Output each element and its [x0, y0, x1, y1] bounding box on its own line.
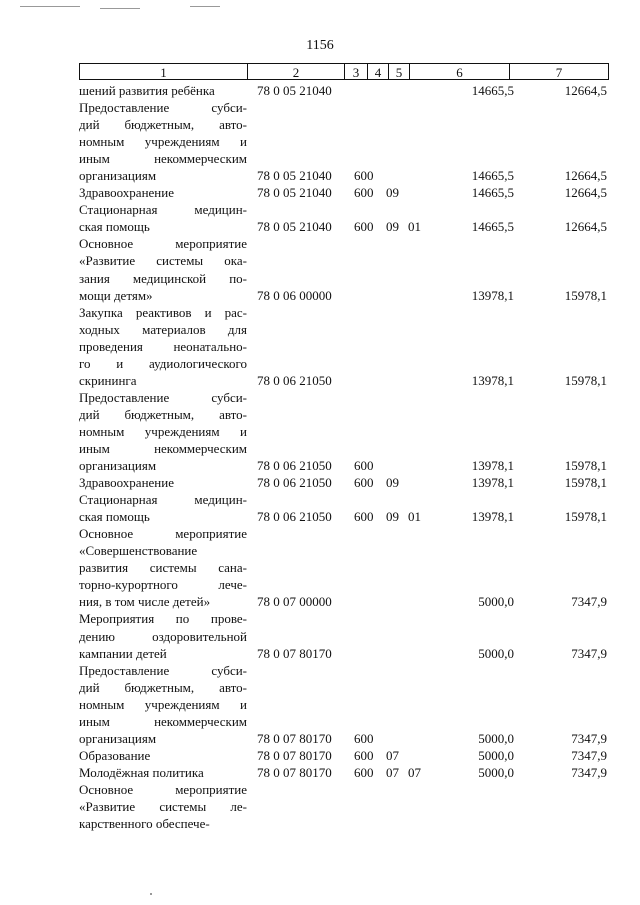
- table-row: [79, 525, 609, 610]
- row-name-line: ния, в том числе детей»: [79, 594, 211, 610]
- row-name-line: дий бюджетным, авто-: [79, 679, 247, 695]
- row-name-line: «Развитие системы ле-: [79, 798, 247, 814]
- row-name-line: Мероприятия по прове-: [79, 611, 247, 627]
- row-name-line: Стационарная медицин-: [79, 492, 247, 508]
- header-col-4: 4: [367, 63, 389, 80]
- row-name-line: скрининга: [79, 372, 137, 388]
- table-row: [79, 82, 609, 99]
- row-code: 78 0 05 21040: [257, 83, 332, 98]
- row-col-4: 07: [386, 747, 399, 763]
- table-row: [79, 474, 609, 491]
- row-col-3: 600: [354, 185, 374, 201]
- row-code: 78 0 06 00000: [257, 287, 332, 303]
- row-value-6: 5000,0: [478, 594, 514, 610]
- row-name-line: дий бюджетным, авто-: [79, 406, 247, 422]
- row-value-6: 14665,5: [471, 185, 514, 201]
- row-value-7: 12664,5: [564, 219, 607, 235]
- row-value-6: 5000,0: [478, 764, 514, 780]
- row-value-7: 15978,1: [564, 509, 607, 525]
- row-value-6: 5000,0: [478, 747, 514, 763]
- row-col-5: 01: [408, 509, 421, 525]
- table-row: [79, 201, 609, 235]
- row-name-line: Предоставление субси-: [79, 389, 247, 405]
- row-name-line: Образование: [79, 747, 151, 763]
- row-col-3: 600: [354, 764, 374, 780]
- row-name-line: Закупка реактивов и рас-: [79, 304, 247, 320]
- row-col-4: 09: [386, 219, 399, 235]
- table-row: [79, 99, 609, 184]
- row-value-7: 12664,5: [564, 83, 607, 98]
- header-col-2: 2: [247, 63, 345, 80]
- row-code: 78 0 05 21040: [257, 219, 332, 235]
- row-name-line: развития системы сана-: [79, 560, 247, 576]
- row-name-line: иным некоммерческим: [79, 713, 247, 729]
- row-name-line: торно-курортного лече-: [79, 577, 247, 593]
- row-name-line: ходных материалов для: [79, 321, 247, 337]
- row-col-3: 600: [354, 747, 374, 763]
- row-name-line: Предоставление субси-: [79, 100, 247, 116]
- table-row: [79, 662, 609, 747]
- row-col-4: 09: [386, 185, 399, 201]
- row-value-6: 14665,5: [471, 83, 514, 98]
- table-row: [79, 764, 609, 781]
- row-col-3: 600: [354, 458, 374, 474]
- row-code: 78 0 06 21050: [257, 475, 332, 491]
- row-name-line: Молодёжная политика: [79, 764, 204, 780]
- table-header: [79, 63, 609, 81]
- row-value-7: 15978,1: [564, 287, 607, 303]
- row-value-7: 7347,9: [571, 747, 607, 763]
- row-value-7: 15978,1: [564, 458, 607, 474]
- row-name-line: го и аудиологического: [79, 355, 247, 371]
- row-col-4: 07: [386, 764, 399, 780]
- row-name-line: организациям: [79, 458, 157, 474]
- row-value-6: 13978,1: [471, 458, 514, 474]
- row-code: 78 0 06 21050: [257, 458, 332, 474]
- row-name-line: Предоставление субси-: [79, 662, 247, 678]
- row-name-line: организациям: [79, 168, 157, 184]
- row-name-line: Основное мероприятие: [79, 781, 247, 797]
- table-row: [79, 781, 609, 832]
- row-name-line: иным некоммерческим: [79, 440, 247, 456]
- row-value-6: 13978,1: [471, 509, 514, 525]
- row-name-line: кампании детей: [79, 645, 167, 661]
- header-col-1: 1: [79, 63, 248, 80]
- row-value-7: 7347,9: [571, 730, 607, 746]
- row-col-5: 07: [408, 764, 421, 780]
- row-name-line: Здравоохранение: [79, 185, 174, 201]
- row-value-6: 13978,1: [471, 475, 514, 491]
- table-row: [79, 184, 609, 201]
- row-col-3: 600: [354, 168, 374, 184]
- row-name-line: проведения неонатально-: [79, 338, 247, 354]
- row-col-4: 09: [386, 509, 399, 525]
- row-name-line: «Совершенствование: [79, 543, 198, 559]
- row-code: 78 0 05 21040: [257, 185, 332, 201]
- row-name-line: зания медицинской по-: [79, 270, 247, 286]
- row-value-6: 5000,0: [478, 730, 514, 746]
- row-name-line: ская помощь: [79, 509, 150, 525]
- table-row: [79, 235, 609, 303]
- row-value-7: 15978,1: [564, 372, 607, 388]
- row-value-7: 7347,9: [571, 594, 607, 610]
- row-value-7: 12664,5: [564, 185, 607, 201]
- table-row: [79, 491, 609, 525]
- table-row: [79, 747, 609, 764]
- header-col-3: 3: [344, 63, 368, 80]
- row-value-6: 14665,5: [471, 168, 514, 184]
- row-name-line: иным некоммерческим: [79, 151, 247, 167]
- row-code: 78 0 06 21050: [257, 372, 332, 388]
- budget-table-body: [79, 82, 609, 832]
- row-code: 78 0 07 80170: [257, 764, 332, 780]
- row-value-7: 15978,1: [564, 475, 607, 491]
- page-number: 1156: [306, 38, 334, 53]
- row-code: 78 0 06 21050: [257, 509, 332, 525]
- row-name-line: номным учреждениям и: [79, 423, 247, 439]
- row-name-line: организациям: [79, 730, 157, 746]
- row-name-line: мощи детям»: [79, 287, 153, 303]
- table-row: [79, 610, 609, 661]
- row-code: 78 0 07 80170: [257, 645, 332, 661]
- row-code: 78 0 07 80170: [257, 730, 332, 746]
- row-name-line: дению оздоровительной: [79, 628, 247, 644]
- table-row: [79, 389, 609, 474]
- row-name-line: Здравоохранение: [79, 475, 174, 491]
- row-value-6: 14665,5: [471, 219, 514, 235]
- row-value-6: 13978,1: [471, 287, 514, 303]
- row-name-line: Основное мероприятие: [79, 526, 247, 542]
- row-name-line: Стационарная медицин-: [79, 202, 247, 218]
- row-code: 78 0 07 00000: [257, 594, 332, 610]
- header-col-5: 5: [388, 63, 410, 80]
- row-name-line: ская помощь: [79, 219, 150, 235]
- row-col-3: 600: [354, 509, 374, 525]
- row-name-line: шений развития ребёнка: [79, 83, 215, 98]
- row-value-7: 12664,5: [564, 168, 607, 184]
- row-col-3: 600: [354, 730, 374, 746]
- row-col-3: 600: [354, 475, 374, 491]
- header-col-6: 6: [409, 63, 510, 80]
- header-col-7: 7: [509, 63, 609, 80]
- row-col-5: 01: [408, 219, 421, 235]
- row-name-line: «Развитие системы ока-: [79, 253, 247, 269]
- row-code: 78 0 07 80170: [257, 747, 332, 763]
- row-col-4: 09: [386, 475, 399, 491]
- row-name-line: карственного обеспече-: [79, 816, 210, 832]
- row-name-line: Основное мероприятие: [79, 236, 247, 252]
- row-value-7: 7347,9: [571, 764, 607, 780]
- row-value-7: 7347,9: [571, 645, 607, 661]
- row-name-line: номным учреждениям и: [79, 696, 247, 712]
- row-value-6: 13978,1: [471, 372, 514, 388]
- row-col-3: 600: [354, 219, 374, 235]
- table-row: [79, 304, 609, 389]
- row-code: 78 0 05 21040: [257, 168, 332, 184]
- row-value-6: 5000,0: [478, 645, 514, 661]
- row-name-line: номным учреждениям и: [79, 134, 247, 150]
- row-name-line: дий бюджетным, авто-: [79, 117, 247, 133]
